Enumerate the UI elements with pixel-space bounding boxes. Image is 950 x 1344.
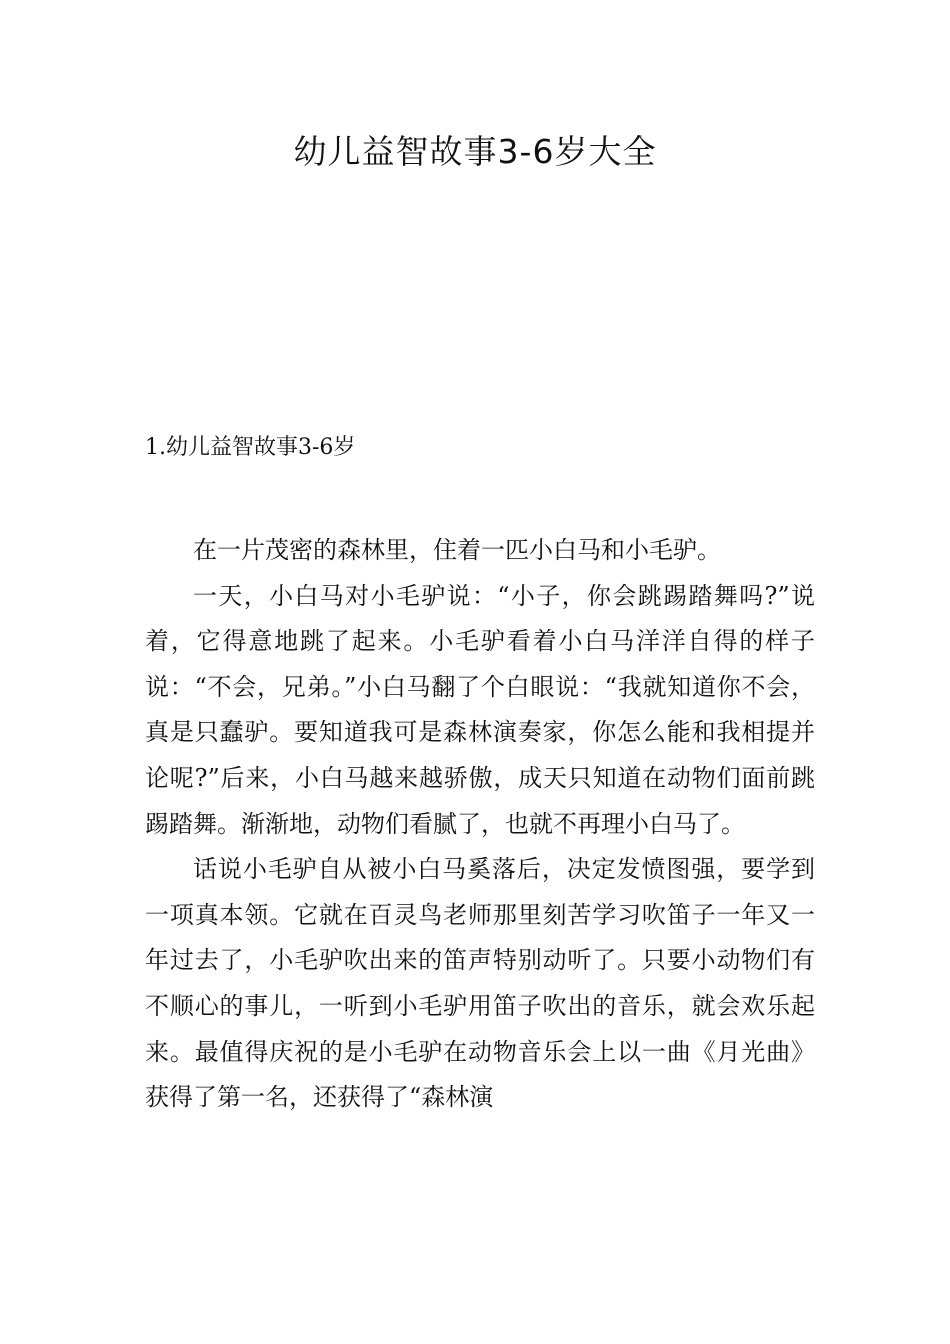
paragraph-1: 在一片茂密的森林里，住着一匹小白马和小毛驴。 <box>193 536 721 564</box>
paragraph-3: 话说小毛驴自从被小白马奚落后，决定发愤图强，要学到一项真本领。它就在百灵鸟老师那里刻苦学习吹笛子一年又一年过去了，小毛驴吹出来的笛声特别动听了。只要小动物们有不顺心的事儿，一听到小毛驴用笛子吹出的音乐，就会欢乐起来。最值得庆祝的是小毛驴在动物音乐会上以一曲《月光曲》获得了第一名，还获得了“森林演 <box>145 855 815 1112</box>
paragraph-2: 一天，小白马对小毛驴说：“小子，你会跳踢踏舞吗?”说着，它得意地跳了起来。小毛驴看着小白马洋洋自得的样子说：“不会，兄弟。”小白马翻了个白眼说：“我就知道你不会，真是只蠢驴。要知道我可是森林演奏家，你怎么能和我相提并论呢?”后来，小白马越来越骄傲，成天只知道在动物们面前跳踢踏舞。渐渐地，动物们看腻了，也就不再理小白马了。 <box>145 581 815 838</box>
story-body <box>145 528 815 1121</box>
document-title: 幼儿益智故事3-6岁大全 <box>293 132 657 171</box>
section-heading: 1.幼儿益智故事3-6岁 <box>145 435 356 460</box>
